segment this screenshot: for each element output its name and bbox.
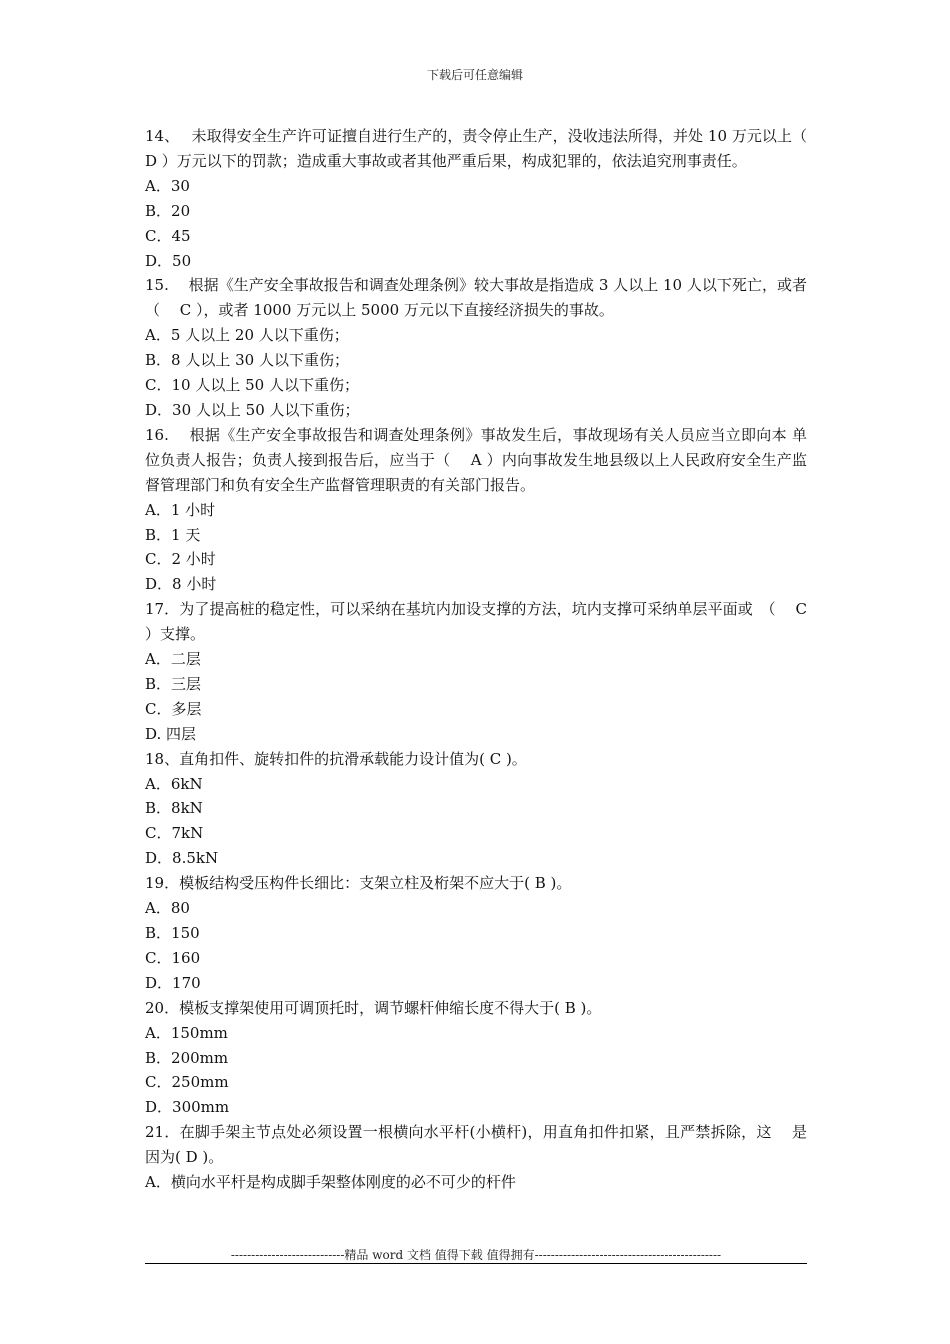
question-20 [145,996,807,1121]
option-c: C．多层 [145,699,202,718]
option-a: A．30 [145,176,190,195]
option-b: B．三层 [145,674,202,693]
question-18 [145,747,807,872]
option-b: B．20 [145,201,191,220]
option-d: D．170 [145,973,201,992]
option-b: B．8 人以上 30 人以下重伤； [145,351,349,370]
option-a: A．1 小时 [145,500,216,519]
page-footer: ----------------------------精品 word 文档 值得下载 值得拥有---------------------------------------------- [230,1248,722,1262]
question-stem: 17．为了提高桩的稳定性，可以采纳在基坑内加设支撑的方法，坑内支撑可采纳单层平面或 （ C ）支撑。 [145,600,807,644]
option-a: A．横向水平杆是构成脚手架整体刚度的必不可少的杆件 [145,1173,516,1192]
question-stem: 14、 未取得安全生产许可证擅自进行生产的，责令停止生产，没收违法所得，并处 10 万元以上（ D ）万元以下的罚款；造成重大事故或者其他严重后果，构成犯罪的，依法追究刑事责任。 [145,127,857,170]
option-c: C．7kN [145,824,204,843]
option-b: B．200mm [145,1048,229,1067]
question-stem: 19．模板结构受压构件长细比：支架立柱及桁架不应大于( B )。 [145,874,572,893]
option-c: C．10 人以上 50 人以下重伤； [145,376,359,395]
option-d: D. 四层 [145,724,197,743]
question-17 [145,597,807,746]
option-a: A．150mm [145,1023,228,1042]
option-c: C．250mm [145,1073,229,1092]
question-14 [145,124,857,273]
option-c: C．160 [145,948,201,967]
question-16 [145,423,807,597]
question-19 [145,871,807,996]
option-c: C．45 [145,226,191,245]
option-c: C．2 小时 [145,550,216,569]
option-a: A．80 [145,899,190,918]
option-d: D．30 人以上 50 人以下重伤； [145,400,360,419]
option-a: A．5 人以上 20 人以下重伤； [145,326,349,345]
question-stem: 15. 根据《生产安全事故报告和调查处理条例》较大事故是指造成 3 人以上 10 人以下死亡，或者（ C ），或者 1000 万元以上 5000 万元以下直接经济损失的事故。 [145,276,807,320]
option-d: D．50 [145,251,192,270]
footer-divider [145,1263,807,1264]
option-a: A．二层 [145,650,201,669]
question-stem: 21．在脚手架主节点处必须设置一根横向水平杆(小横杆)，用直角扣件扣紧，且严禁拆除，这 是因为( D )。 [145,1123,807,1167]
question-21 [145,1120,807,1195]
question-stem: 18、直角扣件、旋转扣件的抗滑承载能力设计值为( C )。 [145,749,527,768]
option-b: B．1 天 [145,525,201,544]
page-header: 下载后可任意编辑 [426,68,523,82]
option-d: D．8 小时 [145,575,217,594]
option-d: D．8.5kN [145,849,219,868]
option-d: D．300mm [145,1098,230,1117]
question-15 [145,273,807,422]
question-stem: 16. 根据《生产安全事故报告和调查处理条例》事故发生后，事故现场有关人员应当立即向本 单位负责人报告；负责人接到报告后，应当于（ A ）内向事故发生地县级以上人民政府安全生产监督管理部门和负有安全生产监督管理职责的有关部门报告。 [145,425,807,494]
option-b: B．8kN [145,799,203,818]
question-stem: 20．模板支撑架使用可调顶托时，调节螺杆伸缩长度不得大于( B )。 [145,998,602,1017]
question-list [145,124,857,1195]
option-a: A．6kN [145,774,203,793]
option-b: B．150 [145,924,200,942]
